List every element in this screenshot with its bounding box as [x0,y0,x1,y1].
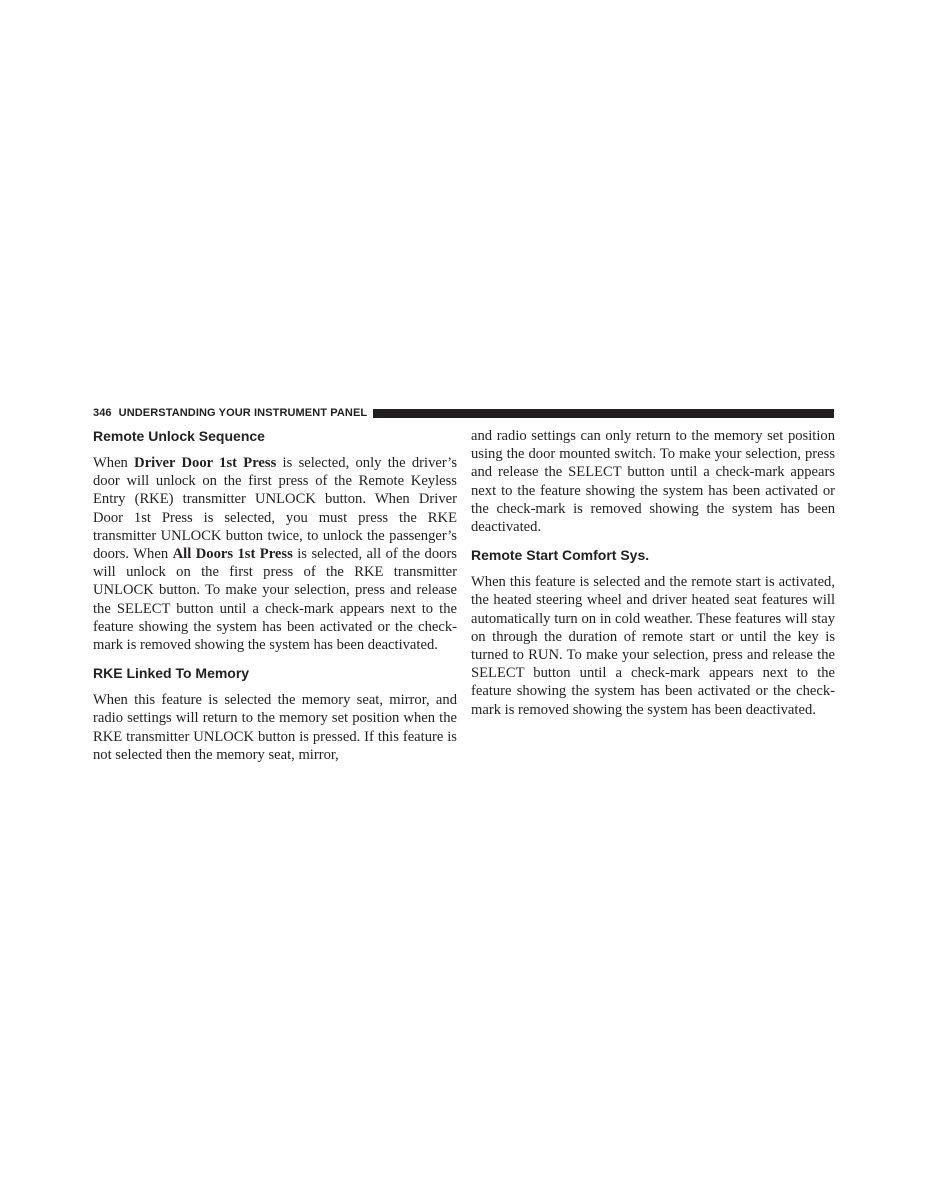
page-header [93,406,834,420]
right-column [471,427,835,719]
page-number: 346 [93,407,112,419]
option-all-doors-1st-press: All Doors 1st Press [172,546,293,563]
heading-remote-unlock-sequence: Remote Unlock Sequence [93,428,265,444]
paragraph-remote-unlock [93,454,457,654]
text-span: is selected, all of the doors will unlock on the first press of the RKE transmitter UNLOCK button. To make your selection, press and release the SELECT button until a check-mark appears next to the feature showing the system has been activated or the check-mark is removed showing the system has been deactivated. [93,546,457,654]
option-driver-door-1st-press: Driver Door 1st Press [134,455,277,471]
section-title: UNDERSTANDING YOUR INSTRUMENT PANEL [118,407,368,419]
text-span: is selected, only the driver’s door will unlock on the first press of the Remote Keyless Entry (RKE) transmitter UNLOCK button. When Driver Door 1st Press is selected, you must press the RKE transmitter UNLOCK button twice, to unlock the passenger’s doors. When [93,455,458,563]
header-rule [373,409,834,418]
heading-remote-start-comfort-sys: Remote Start Comfort Sys. [471,547,650,564]
paragraph-rke-memory-part2: and radio settings can only return to the memory set position using the door mounted switch. To make your selection, press and release the SELECT button until a check-mark appears next to the feature showing the system has been activated or the check-mark is removed showing the system has been deactivated. [471,428,835,536]
paragraph-remote-start: When this feature is selected and the remote start is activated, the heated steering wheel and driver heated seat features will automatically turn on in cold weather. These features will stay on through the duration of remote start or until the key is turned to RUN. To make your selection, press and release the SELECT button until a check-mark appears next to the feature showing the system has been activated or the check-mark is removed showing the system has been deactivated. [471,574,835,718]
left-column [93,427,457,764]
paragraph-rke-memory-part1: When this feature is selected the memory seat, mirror, and radio settings will return to the memory set position when the RKE transmitter UNLOCK button is pressed. If this feature is not selected then the memory seat, mirror, [93,692,457,763]
heading-rke-linked-to-memory: RKE Linked To Memory [93,665,250,682]
text-span: When [93,455,135,471]
